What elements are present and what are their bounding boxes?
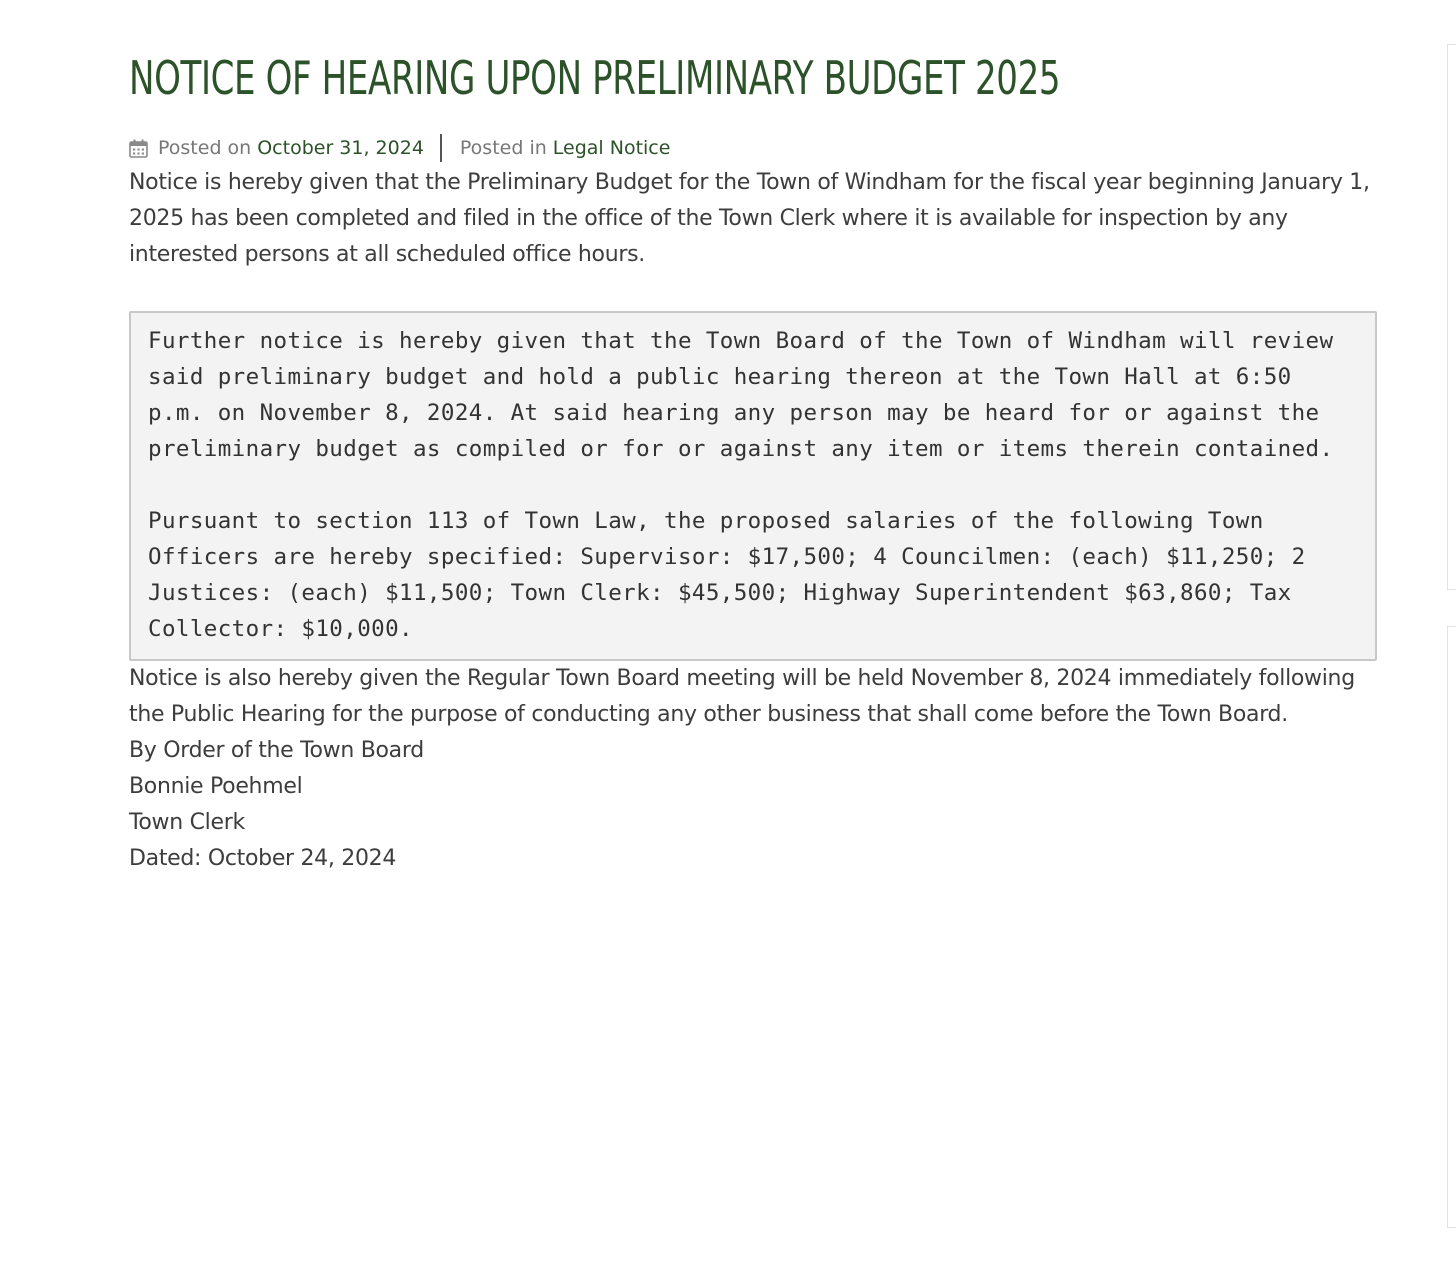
posted-on-label: Posted on [158, 137, 252, 159]
order-paragraph: By Order of the Town Board [129, 738, 424, 763]
category-link[interactable]: Legal Notice [552, 137, 671, 159]
pre-block-gap [148, 467, 1358, 503]
calendar-icon [129, 139, 148, 158]
signature-date: Dated: October 24, 2024 [129, 846, 397, 871]
hearing-notice-text: Further notice is hereby given that the Town Board of the Town of Windham will review said preliminary budget and hold a public hearing thereon at the Town Hall at 6:50 p.m. on November 8, 2024. At said hearing any person may be heard for or against the preliminary budget as compiled or for or against any item or items therein contained. [148, 328, 1348, 462]
preformatted-notice [129, 311, 1377, 661]
page-title: NOTICE OF HEARING UPON PRELIMINARY BUDGET 2025 [129, 51, 1061, 105]
posted-in-label: Posted in [459, 137, 547, 159]
signature-block [129, 769, 1379, 877]
sidebar-widget-edge [1447, 626, 1456, 1228]
signature-role: Town Clerk [129, 810, 245, 835]
salaries-text: Pursuant to section 113 of Town Law, the proposed salaries of the following Town Officers are hereby specified: Supervisor: $17,500; 4 Councilmen: (each) $11,250; 2 Justices: (each) $11,500; Town Clerk: $45,500; Highway Superintendent $63,860; Tax Collector: $10,000. [148, 508, 1320, 642]
signature-name: Bonnie Poehmel [129, 774, 303, 799]
meeting-paragraph: Notice is also hereby given the Regular Town Board meeting will be held November 8, 2024 immediately following the Public Hearing for the purpose of conducting any other business that shall come before the Town Board. [129, 666, 1355, 727]
post-meta [129, 131, 1379, 165]
posted-date-link[interactable]: October 31, 2024 [257, 137, 424, 159]
meta-divider [440, 134, 442, 162]
intro-paragraph: Notice is hereby given that the Preliminary Budget for the Town of Windham for the fiscal year beginning January 1, 2025 has been completed and filed in the office of the Town Clerk where it is available for inspection by any interested persons at all scheduled office hours. [129, 170, 1370, 267]
post-article [129, 46, 1379, 877]
sidebar-widget-edge [1447, 44, 1456, 590]
